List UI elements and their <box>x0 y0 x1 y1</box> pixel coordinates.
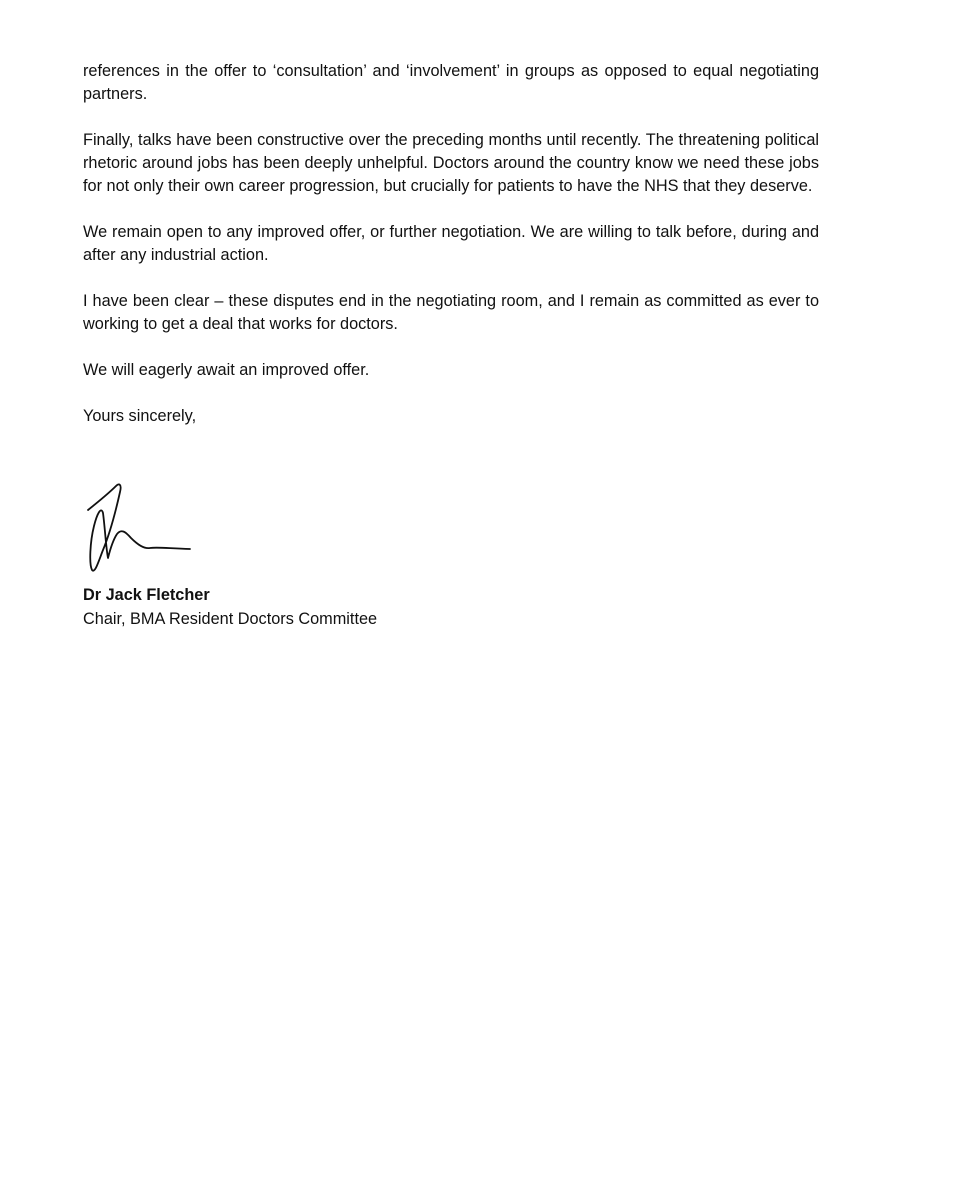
paragraph-negotiating-room: I have been clear – these disputes end in the negotiating room, and I remain as committed as ever to working to get a deal that works for doctors. <box>83 292 819 333</box>
signer-title: Chair, BMA Resident Doctors Committee <box>83 610 378 628</box>
closing-salutation: Yours sincerely, <box>83 407 197 425</box>
paragraph-remain-open: We remain open to any improved offer, or further negotiation. We are willing to talk before, during and after any industrial action. <box>83 223 819 264</box>
signer-name: Dr Jack Fletcher <box>83 586 210 604</box>
signer-block <box>83 583 377 631</box>
paragraph-offer-references: references in the offer to ‘consultation’ and ‘involvement’ in groups as opposed to equal negotiating partners. <box>83 62 819 103</box>
paragraph-await-offer: We will eagerly await an improved offer. <box>83 361 370 379</box>
letter-body <box>83 60 819 428</box>
handwritten-signature <box>86 478 196 578</box>
paragraph-talks-constructive: Finally, talks have been constructive over the preceding months until recently. The threatening political rhetoric around jobs has been deeply unhelpful. Doctors around the country know we need these jobs for not only their own career progression, but crucially for patients to have the NHS that they deserve. <box>83 131 819 195</box>
